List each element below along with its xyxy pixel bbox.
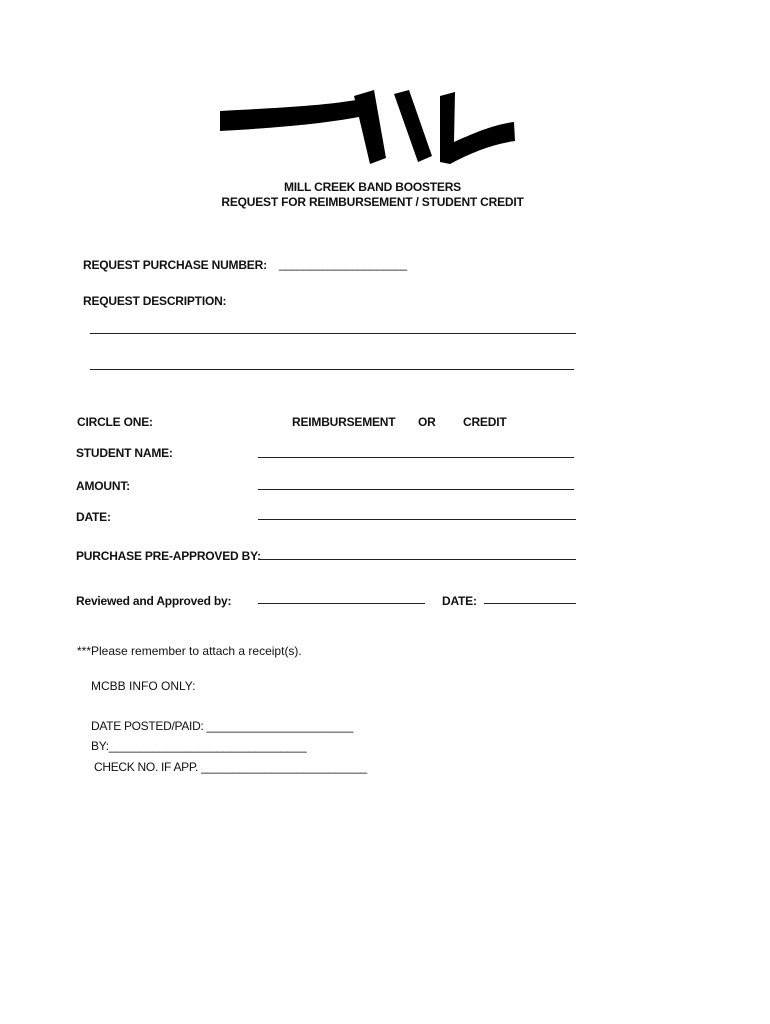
description-line-1[interactable]	[90, 333, 576, 334]
reviewed-field[interactable]	[258, 603, 425, 604]
date-posted-field[interactable]: DATE POSTED/PAID: _______________________	[91, 719, 354, 733]
reviewed-label: Reviewed and Approved by:	[76, 594, 232, 608]
purchase-number-field[interactable]: _____________________	[279, 257, 407, 271]
amount-field[interactable]	[258, 489, 574, 490]
purchase-number-label: REQUEST PURCHASE NUMBER:	[83, 258, 267, 272]
circle-one-label: CIRCLE ONE:	[77, 415, 153, 429]
form-title: REQUEST FOR REIMBURSEMENT / STUDENT CREDIT	[221, 195, 524, 209]
by-field[interactable]: BY:_______________________________	[91, 739, 307, 753]
description-label: REQUEST DESCRIPTION:	[83, 294, 227, 308]
check-number-field[interactable]: CHECK NO. IF APP. __________________________	[94, 760, 367, 774]
reviewed-date-label: DATE:	[442, 594, 477, 608]
option-reimbursement[interactable]: REIMBURSEMENT	[292, 415, 396, 429]
reviewed-date-field[interactable]	[484, 603, 576, 604]
date-label: DATE:	[76, 510, 111, 524]
preapproved-field[interactable]	[258, 559, 576, 560]
date-field[interactable]	[258, 519, 576, 520]
option-or: OR	[418, 415, 436, 429]
student-name-field[interactable]	[258, 457, 574, 458]
office-use-heading: MCBB INFO ONLY:	[91, 679, 196, 693]
student-name-label: STUDENT NAME:	[76, 446, 173, 460]
preapproved-label: PURCHASE PRE-APPROVED BY:	[76, 549, 261, 563]
description-line-2[interactable]	[90, 369, 574, 370]
receipt-note: ***Please remember to attach a receipt(s).	[77, 644, 302, 658]
option-credit[interactable]: CREDIT	[463, 415, 507, 429]
mill-creek-logo-icon	[214, 86, 519, 168]
amount-label: AMOUNT:	[76, 479, 130, 493]
org-name: MILL CREEK BAND BOOSTERS	[284, 180, 461, 194]
